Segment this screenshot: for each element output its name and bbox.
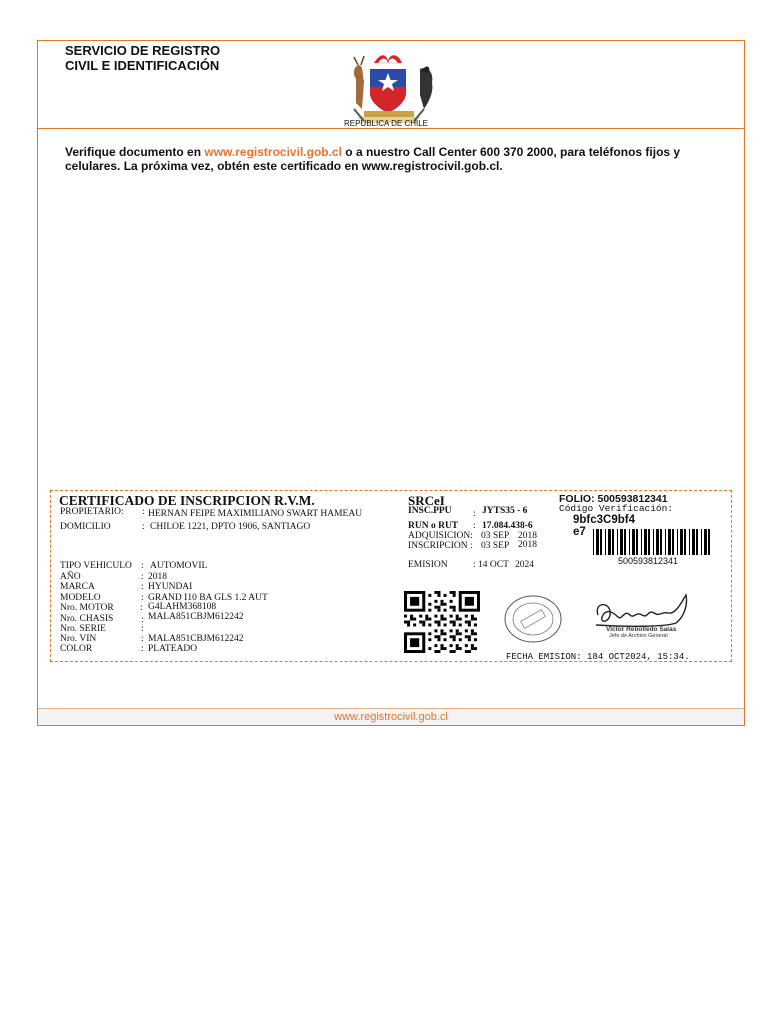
emission-value: 14 OCT — [478, 560, 509, 570]
year-label: AÑO — [60, 572, 81, 582]
issuer-label: SRCeI — [408, 493, 445, 508]
barcode-icon — [591, 529, 711, 555]
owner-value: HERNAN FEIPE MAXIMILIANO SWART HAMEAU — [148, 509, 363, 519]
engine-value: G4LAHM368108 — [148, 602, 217, 612]
color-value: PLATEADO — [148, 644, 198, 654]
verification-notice: Verifique documento en www.registrocivil.gob.cl o a nuestro Call Center 600 370 2000, para teléfonos fijos y celulares. La próxima vez, obtén este certificado en www.registrocivil.gob.cl. — [65, 145, 681, 173]
chassis-value: MALA851CBJM612242 — [148, 612, 244, 622]
header-divider — [38, 128, 744, 129]
vehicle-type-label: TIPO VEHICULO — [60, 561, 132, 571]
vehicle-type-value: AUTOMOVIL — [150, 561, 208, 571]
barcode-number: 500593812341 — [618, 556, 679, 566]
model-value: GRAND I10 BA GLS 1.2 AUT — [148, 593, 268, 603]
certificate-box: CERTIFICADO DE INSCRIPCION R.V.M. PROPIETARIO: : HERNAN FEIPE MAXIMILIANO SWART HAMEAU DOMICILIO : CHILOE 1221, DPTO 1906, SANTIAGO TIPO VEHICULO : AUTOMOVIL AÑO : 2018 MARCA : HYUNDAI MODELO : GRAND I10 BA GLS 1.2 AUT Nro. MOTOR : G4LAHM368108 Nro. CHASIS : MALA851CBJM612242 Nro. SERIE : Nro. VIN : MALA851CBJM612242 COLOR : PLATEADO SRCeI INSC.PPU : JYTS35 - 6 RUN o RUT : 17.084.438-6 ADQUISICION: 03 SEP 2018 INSCRIPCION : 03 SEP 2018 EMISION : 14 OCT 2024 Victor Rebolledo Salas Jefe de Archivo General FECHA EMISION: 184 OCT2024, 15:34. FOLIO: 500593812341 Código Verificación: 9bfc3C9bf4 e7 500593812341 — [50, 490, 732, 662]
vin-label: Nro. VIN — [60, 634, 97, 644]
signer-name: Victor Rebolledo Salas — [606, 626, 677, 633]
vin-value: MALA851CBJM612242 — [148, 634, 244, 644]
run-label: RUN o RUT — [408, 521, 459, 531]
certificate-title: CERTIFICADO DE INSCRIPCION R.V.M. — [59, 493, 315, 508]
emission-label: EMISION — [408, 560, 448, 570]
footer-bar — [38, 708, 744, 725]
acquisition-label: ADQUISICION: — [408, 531, 473, 541]
verification-code-line2: e7 — [573, 526, 586, 538]
address-sep: : — [142, 522, 145, 532]
year-value: 2018 — [148, 572, 167, 582]
serial-label: Nro. SERIE — [60, 624, 106, 634]
emission-year: 2024 — [515, 560, 534, 570]
brand-value: HYUNDAI — [148, 582, 193, 592]
inscription-label: INSCRIPCION : — [408, 541, 473, 551]
run-value: 17.084.438-6 — [482, 521, 533, 531]
emission-date-footer: FECHA EMISION: 184 OCT2024, 15:34. — [506, 652, 690, 662]
verification-code-line1: 9bfc3C9bf4 — [573, 514, 635, 526]
seal-label: REPUBLICA DE CHILE — [343, 119, 429, 128]
owner-label: PROPIETARIO: — [60, 507, 124, 517]
model-label: MODELO — [60, 593, 101, 603]
folio: FOLIO: 500593812341 — [559, 493, 668, 505]
engine-label: Nro. MOTOR — [60, 603, 114, 613]
footer-link[interactable]: www.registrocivil.gob.cl — [334, 711, 448, 723]
owner-sep: : — [142, 507, 145, 517]
ppu-value: JYTS35 - 6 — [482, 506, 528, 516]
chassis-label: Nro. CHASIS — [60, 614, 114, 624]
inscription-value: 03 SEP — [481, 541, 510, 551]
address-label: DOMICILIO — [60, 522, 111, 532]
qr-code-icon — [404, 591, 480, 653]
ppu-label: INSC.PPU — [408, 506, 452, 516]
acquisition-value: 03 SEP — [481, 531, 510, 541]
official-stamp-icon — [503, 594, 563, 644]
acquisition-year: 2018 — [518, 531, 537, 541]
organization-name: SERVICIO DE REGISTRO CIVIL E IDENTIFICACIÓN — [65, 43, 221, 73]
verification-label: Código Verificación: — [559, 503, 674, 514]
signer-title: Jefe de Archivo General — [609, 633, 668, 639]
address-value: CHILOE 1221, DPTO 1906, SANTIAGO — [150, 522, 311, 532]
inscription-year: 2018 — [518, 540, 537, 550]
color-label: COLOR — [60, 644, 93, 654]
brand-label: MARCA — [60, 582, 95, 592]
registry-link[interactable]: www.registrocivil.gob.cl — [204, 145, 342, 159]
document-frame — [37, 40, 745, 726]
